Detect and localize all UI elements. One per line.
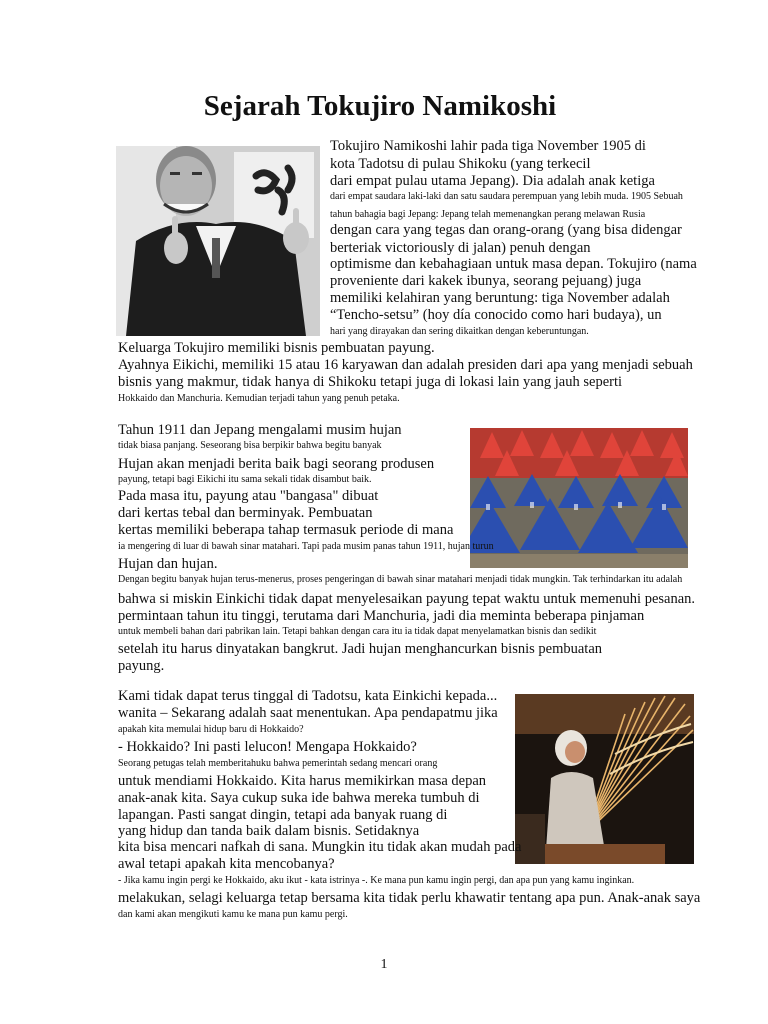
text-line: dari empat saudara laki-laki dan satu saudara perempuan yang lebih muda. 1905 Sebuah	[330, 191, 683, 202]
text-line: setelah itu harus dinyatakan bangkrut. Jadi hujan menghancurkan bisnis pembuatan	[118, 641, 603, 657]
text-line: wanita – Sekarang adalah saat menentukan. Apa pendapatmu jika	[118, 705, 498, 721]
text-line: hari yang dirayakan dan sering dikaitkan dengan keberuntungan.	[330, 326, 589, 337]
text-line: bisnis yang makmur, tidak hanya di Shikoku tetapi juga di lokasi lain yang jauh seperti	[118, 374, 623, 390]
portrait-photo	[116, 146, 320, 336]
umbrellas-image	[470, 428, 688, 568]
text-line: dengan cara yang tegas dan orang-orang (yang bisa didengar	[330, 222, 682, 238]
text-line: “Tencho-setsu” (hoy día conocido como hari budaya), un	[330, 307, 662, 323]
text-line: Kami tidak dapat terus tinggal di Tadotsu, kata Einkichi kepada...	[118, 688, 498, 704]
text-line: apakah kita memulai hidup baru di Hokkaido?	[118, 724, 304, 735]
text-line: kertas memiliki beberapa tahap termasuk periode di mana	[118, 522, 454, 538]
text-line: dan kami akan mengikuti kamu ke mana pun kamu pergi.	[118, 909, 348, 920]
text-line: lapangan. Pasti sangat dingin, tetapi ada banyak ruang di	[118, 807, 448, 823]
page-number: 1	[380, 957, 388, 972]
text-line: melakukan, selagi keluarga tetap bersama kita tidak perlu khawatir tentang apa pun. Anak-anak saya	[118, 890, 701, 906]
text-line: untuk mendiami Hokkaido. Kita harus memikirkan masa depan	[118, 773, 487, 789]
text-line: tidak biasa panjang. Seseorang bisa berpikir bahwa begitu banyak	[118, 440, 382, 451]
text-line: Pada masa itu, payung atau "bangasa" dibuat	[118, 488, 379, 504]
text-line: berteriak victoriously di jalan) penuh dengan	[330, 240, 591, 256]
text-line: awal tetapi apakah kita mencobanya?	[118, 856, 335, 872]
text-line: Tahun 1911 dan Jepang mengalami musim hujan	[118, 422, 402, 438]
text-line: payung.	[118, 658, 165, 674]
worker-image	[515, 694, 694, 864]
umbrella-maker-photo	[515, 694, 694, 864]
text-line: kita bisa mencari nafkah di sana. Mungkin itu tidak akan mudah pada	[118, 839, 522, 855]
text-line: ia mengering di luar di bawah sinar matahari. Tapi pada musim panas tahun 1911, hujan turun	[118, 541, 494, 552]
text-line: Keluarga Tokujiro memiliki bisnis pembuatan payung.	[118, 340, 435, 356]
text-line: yang hidup dan tanda baik dalam bisnis. Setidaknya	[118, 823, 420, 839]
page-title: Sejarah Tokujiro Namikoshi	[203, 90, 557, 122]
text-line: permintaan tahun itu tinggi, terutama dari Manchuria, jadi dia meminta beberapa pinjaman	[118, 608, 645, 624]
text-line: tahun bahagia bagi Jepang: Jepang telah memenangkan perang melawan Rusia	[330, 209, 646, 220]
text-line: dari kertas tebal dan berminyak. Pembuatan	[118, 505, 373, 521]
text-line: dari empat pulau utama Jepang). Dia adalah anak ketiga	[330, 173, 655, 189]
text-line: proveniente dari kakek ibunya, seorang pejuang) juga	[330, 273, 642, 289]
text-line: Hokkaido dan Manchuria. Kemudian terjadi tahun yang penuh petaka.	[118, 393, 400, 404]
text-line: Dengan begitu banyak hujan terus-menerus, proses pengeringan di bawah sinar matahari menjadi tidak mungkin. Tak terhindarkan itu adalah	[118, 574, 683, 585]
text-line: optimisme dan kebahagiaan untuk masa depan. Tokujiro (nama	[330, 256, 697, 272]
text-line: - Hokkaido? Ini pasti lelucon! Mengapa Hokkaido?	[118, 739, 417, 755]
text-line: Hujan dan hujan.	[118, 556, 218, 572]
text-line: Hujan akan menjadi berita baik bagi seorang produsen	[118, 456, 435, 472]
text-line: kota Tadotsu di pulau Shikoku (yang terkecil	[330, 156, 591, 172]
portrait-image	[116, 146, 320, 336]
text-line: anak-anak kita. Saya cukup suka ide bahwa mereka tumbuh di	[118, 790, 480, 806]
text-line: Tokujiro Namikoshi lahir pada tiga November 1905 di	[330, 138, 646, 154]
text-line: memiliki kelahiran yang beruntung: tiga November adalah	[330, 290, 670, 306]
text-line: untuk membeli bahan dari pabrikan lain. Tetapi bahkan dengan cara itu ia tidak dapat menyelamatkan bisnis dan sedikit	[118, 626, 597, 637]
text-line: Ayahnya Eikichi, memiliki 15 atau 16 karyawan dan adalah presiden dari apa yang menjadi sebuah	[118, 357, 693, 373]
text-line: bahwa si miskin Einkichi tidak dapat menyelesaikan payung tepat waktu untuk memenuhi pesanan.	[118, 591, 696, 607]
text-line: Seorang petugas telah memberitahuku bahwa pemerintah sedang mencari orang	[118, 758, 438, 769]
umbrellas-photo	[470, 428, 688, 568]
text-line: payung, tetapi bagi Eikichi itu sama sekali tidak disambut baik.	[118, 474, 372, 485]
text-line: - Jika kamu ingin pergi ke Hokkaido, aku ikut - kata istrinya -. Ke mana pun kamu ingin pergi, dan apa pun yang kamu inginkan.	[118, 875, 635, 886]
